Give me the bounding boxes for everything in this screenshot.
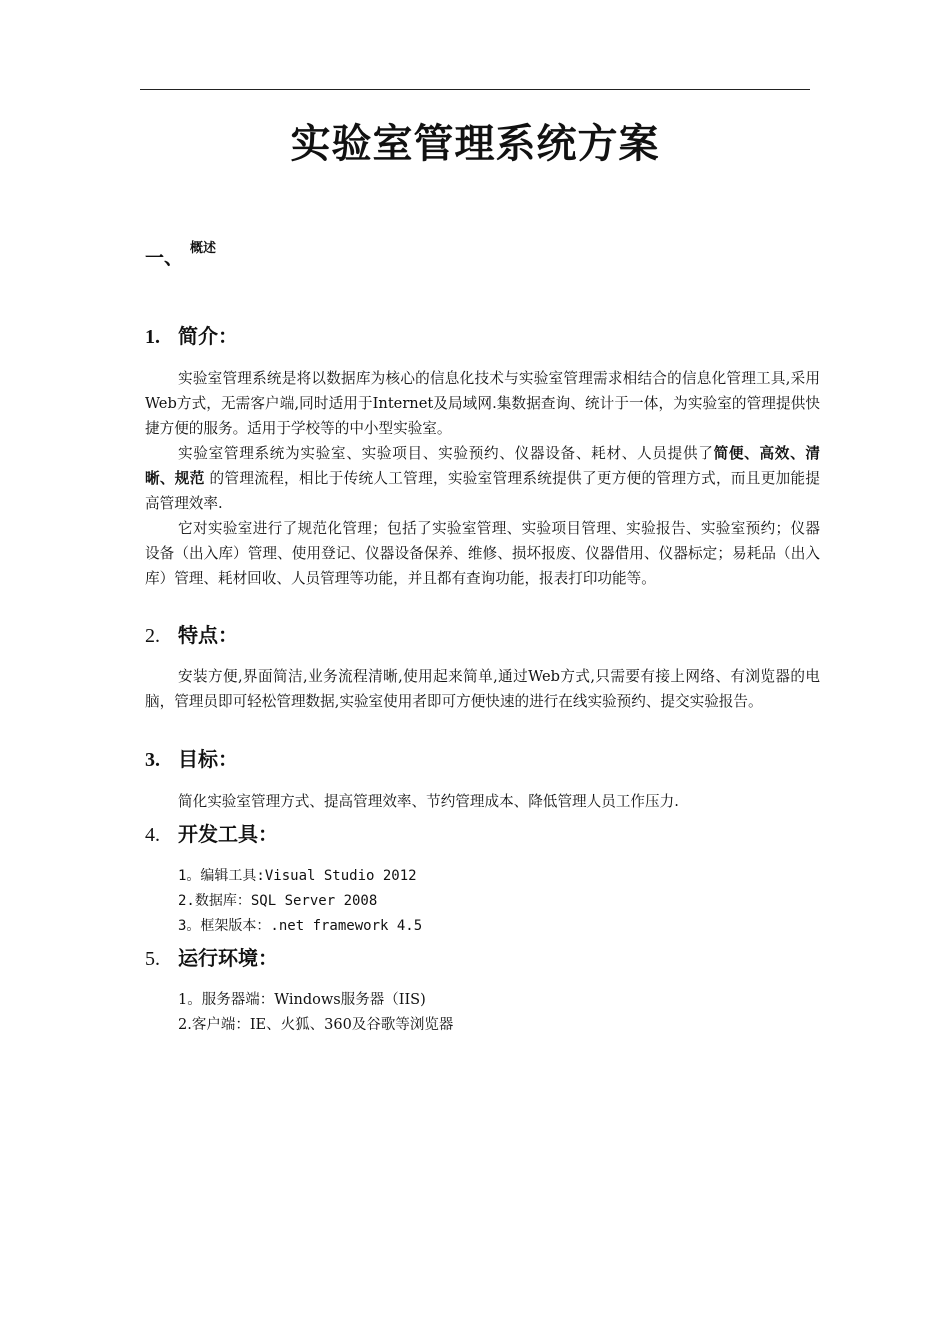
section-title: 开发工具： [178, 822, 278, 846]
runtime-item: 1。服务器端：Windows服务器（IIS) [178, 992, 426, 1008]
header-rule [140, 89, 810, 90]
section-heading-goals [145, 745, 238, 774]
goals-paragraph: 简化实验室管理方式、提高管理效率、节约管理成本、降低管理人员工作压力. [178, 793, 679, 810]
section-number: 1. [145, 326, 160, 348]
section-title: 简介： [178, 324, 238, 348]
intro-paragraph-2-tail: 的管理流程，相比于传统人工管理，实验室管理系统提供了更方便的管理方式，而且更加能提高管理效率. [145, 470, 820, 512]
runtime-item: 2.客户端：IE、火狐、360及谷歌等浏览器 [178, 1017, 454, 1033]
section-number: 2. [145, 625, 160, 647]
section-heading-dev-tools [145, 820, 278, 849]
section-title: 目标： [178, 747, 238, 771]
intro-paragraph-2-text: 实验室管理系统为实验室、实验项目、实验预约、仪器设备、耗材、人员提供了 [178, 445, 714, 462]
intro-paragraph-2 [145, 441, 820, 516]
section-title: 运行环境： [178, 946, 278, 970]
section-number: 3. [145, 749, 160, 771]
features-paragraph: 安装方便,界面简洁,业务流程清晰,使用起来简单,通过Web方式,只需要有接上网络、有浏览器的电脑，管理员即可轻松管理数据,实验室使用者即可方便快速的进行在线实验预约、提交实验报告。 [145, 668, 820, 710]
dev-tool-item: 2.数据库：SQL Server 2008 [178, 893, 378, 909]
intro-paragraph-3: 它对实验室进行了规范化管理；包括了实验室管理、实验项目管理、实验报告、实验室预约；仪器设备（出入库）管理、使用登记、仪器设备保养、维修、损坏报废、仪器借用、仪器标定；易耗品（出入库）管理、耗材回收、人员管理等功能，并且都有查询功能，报表打印功能等。 [145, 520, 820, 587]
section-heading-runtime [145, 944, 278, 973]
intro-paragraph-2-emphasis: 简便、高效、清晰、规范 [145, 445, 820, 487]
overview-number: 一、 [145, 247, 184, 269]
overview-label: 概述 [190, 241, 217, 256]
dev-tool-item: 1。编辑工具:Visual Studio 2012 [178, 868, 417, 884]
dev-tool-item: 3。框架版本：.net framework 4.5 [178, 918, 423, 934]
section-heading-intro [145, 322, 238, 351]
document-title: 实验室管理系统方案 [290, 121, 660, 167]
section-title: 特点： [178, 623, 238, 647]
intro-paragraph-1: 实验室管理系统是将以数据库为核心的信息化技术与实验室管理需求相结合的信息化管理工具,采用Web方式，无需客户端,同时适用于Internet及局域网.集数据查询、统计于一体，为实验室的管理提供快捷方便的服务。适用于学校等的中小型实验室。 [145, 370, 820, 437]
section-number: 4. [145, 824, 160, 846]
section-number: 5. [145, 948, 160, 970]
section-heading-features [145, 621, 238, 650]
